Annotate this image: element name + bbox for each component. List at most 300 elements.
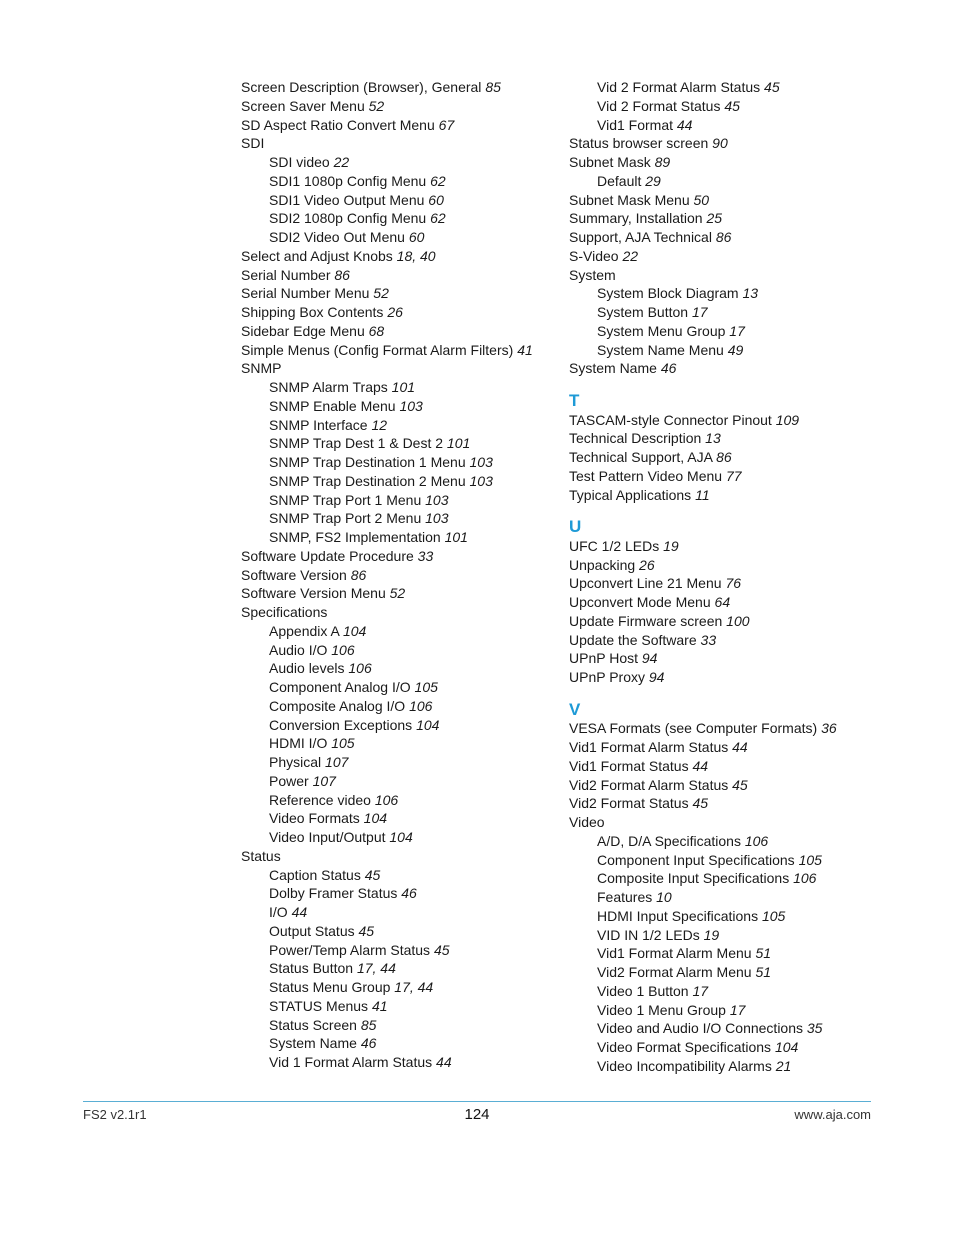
index-term: Video Format Specifications — [597, 1039, 775, 1055]
index-page-ref[interactable]: 52 — [389, 585, 406, 602]
index-subentry — [241, 791, 561, 810]
index-page-ref[interactable]: 107 — [325, 754, 349, 770]
index-term: Audio levels — [269, 660, 349, 677]
index-subentry — [241, 753, 561, 772]
index-entry — [569, 228, 899, 247]
index-page-ref[interactable]: 103 — [425, 491, 449, 508]
index-term: Output Status — [269, 922, 359, 939]
index-term: UPnP Proxy — [569, 669, 649, 685]
index-term: Physical — [269, 754, 326, 770]
index-subentry — [569, 172, 899, 191]
index-term: SD Aspect Ratio Convert Menu — [241, 116, 439, 133]
footer-website: www.aja.com — [794, 1107, 871, 1122]
index-term: UFC 1/2 LEDs — [569, 537, 664, 554]
index-term: Software Version Menu — [241, 585, 390, 602]
index-entry — [569, 448, 899, 467]
index-page-ref[interactable]: 13 — [742, 285, 759, 302]
index-page-ref[interactable]: 18, 40 — [396, 247, 436, 264]
index-letter-heading: U — [569, 517, 582, 537]
index-page-ref[interactable]: 36 — [821, 720, 837, 737]
index-entry — [569, 574, 899, 593]
index-page-ref[interactable]: 46 — [660, 360, 677, 377]
index-subentry — [569, 78, 899, 97]
index-page-ref[interactable]: 107 — [312, 772, 336, 789]
index-entry — [569, 429, 899, 448]
index-page-ref[interactable]: 101 — [444, 529, 468, 545]
index-page-ref[interactable]: 45 — [358, 922, 375, 939]
index-term: Vid2 Format Status — [569, 795, 693, 812]
index-term: Vid 1 Format Alarm Status — [269, 1054, 437, 1070]
index-page-ref[interactable]: 44 — [291, 904, 308, 920]
index-term: SDI1 1080p Config Menu — [269, 172, 431, 189]
index-page-ref[interactable]: 45 — [764, 79, 780, 95]
index-term: SNMP Trap Dest 1 & Dest 2 — [269, 435, 447, 452]
index-page-ref[interactable]: 103 — [425, 510, 449, 527]
footer-divider — [83, 1101, 871, 1102]
index-page-ref[interactable]: 45 — [692, 795, 709, 812]
index-column-left — [241, 78, 561, 1072]
index-term: Summary, Installation — [569, 210, 707, 227]
index-entry — [569, 359, 899, 378]
index-entry — [569, 649, 899, 668]
index-term: Status Menu Group — [269, 979, 395, 995]
index-subentry — [569, 907, 899, 926]
index-term: SNMP Alarm Traps — [269, 379, 392, 395]
index-page-ref[interactable]: 94 — [641, 650, 658, 667]
index-entry — [241, 847, 561, 866]
index-entry — [241, 134, 561, 153]
index-term: Features — [597, 889, 657, 905]
index-term: Specifications — [241, 604, 328, 620]
index-subentry — [241, 491, 561, 510]
index-term: Upconvert Mode Menu — [569, 594, 715, 610]
index-subentry — [241, 941, 561, 960]
index-page-ref[interactable]: 104 — [389, 829, 413, 845]
index-entry — [241, 266, 561, 285]
index-term: Status browser screen — [569, 135, 713, 152]
index-term: System Name Menu — [597, 341, 728, 358]
index-subentry — [569, 982, 899, 1001]
index-term: SDI video — [269, 154, 334, 170]
index-term: Select and Adjust Knobs — [241, 247, 397, 264]
index-page-ref[interactable]: 106 — [374, 791, 399, 808]
index-term: Sidebar Edge Menu — [241, 322, 369, 339]
index-term: SNMP Interface — [269, 416, 372, 433]
index-entry — [241, 78, 561, 97]
index-entry — [569, 467, 899, 486]
index-subentry — [241, 416, 561, 435]
index-page-ref[interactable]: 109 — [775, 411, 800, 428]
index-term: Video 1 Button — [597, 982, 693, 999]
index-page-ref[interactable]: 33 — [417, 547, 434, 564]
index-subentry — [241, 716, 561, 735]
index-term: Unpacking — [569, 556, 640, 573]
index-term: Update Firmware screen — [569, 612, 727, 629]
index-subentry — [241, 191, 561, 210]
index-column-right — [569, 78, 899, 1076]
index-term: HDMI I/O — [269, 735, 332, 752]
index-page-ref[interactable]: 45 — [732, 776, 748, 793]
index-letter-heading: T — [569, 391, 580, 410]
index-page-ref[interactable]: 60 — [408, 229, 425, 245]
index-term: SDI — [241, 135, 265, 152]
index-page-ref[interactable]: 89 — [654, 154, 671, 170]
index-entry — [569, 191, 899, 210]
index-term: Audio I/O — [269, 641, 332, 658]
index-term: System Button — [597, 304, 692, 320]
index-page-ref[interactable]: 44 — [436, 1054, 452, 1070]
index-term: System Block Diagram — [597, 285, 743, 302]
index-page-ref[interactable]: 45 — [364, 866, 381, 883]
index-term: SNMP, FS2 Implementation — [269, 529, 445, 545]
index-term: SDI2 Video Out Menu — [269, 229, 409, 245]
index-page-ref[interactable]: 105 — [798, 851, 822, 868]
index-subentry — [569, 97, 899, 116]
index-page-ref[interactable]: 33 — [700, 631, 717, 648]
index-page-ref[interactable]: 17 — [692, 982, 709, 999]
index-page-ref[interactable]: 105 — [414, 679, 438, 695]
index-subentry — [241, 472, 561, 491]
index-subentry — [241, 903, 561, 922]
index-term: Status Button — [269, 960, 357, 977]
index-entry — [241, 97, 561, 116]
index-subentry — [241, 153, 561, 172]
index-page-ref[interactable]: 101 — [391, 379, 416, 395]
index-entry — [569, 593, 899, 612]
index-page-ref[interactable]: 85 — [485, 79, 501, 95]
index-page-ref[interactable]: 44 — [732, 739, 748, 755]
index-term: SNMP Trap Port 2 Menu — [269, 510, 426, 527]
index-page-ref[interactable]: 51 — [755, 945, 772, 962]
index-term: System — [569, 266, 616, 283]
index-term: Screen Description (Browser), General — [241, 79, 486, 95]
index-term: Technical Description — [569, 430, 706, 447]
index-page-ref[interactable]: 22 — [622, 247, 639, 264]
index-term: Video Input/Output — [269, 829, 390, 845]
index-page-ref[interactable]: 104 — [363, 810, 388, 827]
index-subentry — [241, 453, 561, 472]
index-page-ref[interactable]: 76 — [725, 575, 742, 592]
index-subentry — [569, 341, 899, 360]
index-page-ref[interactable]: 103 — [469, 472, 493, 489]
index-term: STATUS Menus — [269, 997, 372, 1014]
index-page-ref[interactable]: 51 — [755, 964, 772, 980]
index-subentry — [241, 1034, 561, 1053]
index-subentry — [241, 209, 561, 228]
index-page-ref[interactable]: 26 — [639, 556, 655, 573]
index-term: SNMP — [241, 360, 282, 377]
index-page-ref[interactable]: 104 — [416, 716, 440, 733]
index-page-ref[interactable]: 90 — [712, 135, 728, 152]
index-term: Power/Temp Alarm Status — [269, 941, 434, 958]
index-term: SNMP Trap Destination 2 Menu — [269, 472, 470, 489]
index-page-ref[interactable]: 67 — [438, 116, 455, 133]
page-number: 124 — [464, 1106, 490, 1123]
index-page-ref[interactable]: 46 — [360, 1035, 377, 1052]
index-subentry — [241, 434, 561, 453]
index-term: SNMP Trap Destination 1 Menu — [269, 454, 470, 470]
index-term: HDMI Input Specifications — [597, 907, 762, 924]
index-term: Component Analog I/O — [269, 679, 415, 695]
index-page-ref[interactable]: 106 — [331, 641, 355, 658]
index-page-ref[interactable]: 25 — [706, 210, 723, 227]
index-entry — [241, 116, 561, 135]
index-subentry — [241, 884, 561, 903]
index-page-ref[interactable]: 103 — [469, 454, 493, 470]
index-subentry — [569, 926, 899, 945]
index-term: Shipping Box Contents — [241, 304, 388, 320]
index-page-ref[interactable]: 94 — [648, 669, 665, 685]
index-subentry — [241, 172, 561, 191]
index-term: Simple Menus (Config Format Alarm Filters) — [241, 341, 518, 358]
index-page-ref[interactable]: 101 — [446, 435, 471, 452]
index-term: Vid1 Format Status — [569, 757, 693, 774]
index-term: Serial Number Menu — [241, 285, 374, 302]
index-subentry — [569, 284, 899, 303]
index-subentry — [569, 116, 899, 135]
index-entry — [241, 566, 561, 585]
index-page-ref[interactable]: 17 — [691, 304, 708, 320]
index-page-ref[interactable]: 19 — [663, 537, 679, 554]
footer-version: FS2 v2.1r1 — [83, 1107, 147, 1122]
index-subentry — [569, 832, 899, 851]
index-page-ref[interactable]: 13 — [705, 430, 721, 447]
index-subentry — [241, 397, 561, 416]
index-term: S-Video — [569, 247, 623, 264]
index-subentry — [241, 959, 561, 978]
index-term: Technical Support, AJA — [569, 449, 717, 465]
index-entry — [241, 603, 561, 622]
index-subentry — [569, 963, 899, 982]
index-page-ref[interactable]: 52 — [368, 97, 385, 114]
index-page-ref[interactable]: 17 — [729, 322, 745, 339]
index-term: Support, AJA Technical — [569, 229, 716, 245]
index-subentry — [241, 622, 561, 641]
index-term: Video Formats — [269, 810, 364, 827]
index-term: Default — [597, 172, 646, 189]
index-page-ref[interactable]: 19 — [703, 926, 720, 943]
index-subentry — [241, 659, 561, 678]
index-page-ref[interactable]: 104 — [774, 1039, 799, 1055]
index-term: I/O — [269, 904, 292, 920]
index-page-ref[interactable]: 44 — [692, 757, 709, 774]
index-subentry — [241, 641, 561, 660]
index-page-ref[interactable]: 85 — [360, 1016, 377, 1033]
index-entry — [241, 359, 561, 378]
index-term: Upconvert Line 21 Menu — [569, 575, 726, 592]
index-subentry — [241, 866, 561, 885]
index-subentry — [241, 378, 561, 397]
index-page-ref[interactable]: 106 — [793, 870, 817, 887]
index-term: Software Version — [241, 566, 351, 583]
index-entry — [569, 719, 899, 738]
index-term: Reference video — [269, 791, 375, 808]
index-term: Caption Status — [269, 866, 365, 883]
index-entry — [241, 284, 561, 303]
index-page-ref[interactable]: 86 — [716, 449, 732, 465]
index-page-ref[interactable]: 44 — [676, 116, 693, 133]
index-page-ref[interactable]: 46 — [401, 885, 417, 902]
index-term: Vid 2 Format Status — [597, 97, 725, 114]
index-term: A/D, D/A Specifications — [597, 832, 745, 849]
index-entry — [569, 153, 899, 172]
index-page-ref[interactable]: 86 — [350, 566, 367, 583]
index-subentry — [569, 303, 899, 322]
index-entry — [241, 584, 561, 603]
index-subentry — [241, 828, 561, 847]
index-page-ref[interactable]: 52 — [373, 285, 389, 302]
index-term: UPnP Host — [569, 650, 642, 667]
index-term: Vid2 Format Alarm Menu — [597, 964, 756, 980]
index-page-ref[interactable]: 64 — [714, 594, 731, 610]
index-term: Typical Applications — [569, 486, 696, 503]
index-term: Status Screen — [269, 1016, 361, 1033]
index-page-ref[interactable]: 62 — [430, 172, 446, 189]
index-term: Vid1 Format — [597, 116, 677, 133]
index-page-ref[interactable]: 10 — [656, 889, 672, 905]
index-page-ref[interactable]: 35 — [806, 1020, 823, 1037]
index-term: Vid1 Format Alarm Menu — [597, 945, 756, 962]
index-term: Screen Saver Menu — [241, 97, 369, 114]
index-term: VESA Formats (see Computer Formats) — [569, 720, 822, 737]
index-subentry — [241, 678, 561, 697]
index-page-ref[interactable]: 17, 44 — [356, 960, 396, 977]
index-term: System Menu Group — [597, 322, 730, 339]
index-page-ref[interactable]: 106 — [744, 832, 769, 849]
index-entry — [569, 556, 899, 575]
index-subentry — [569, 888, 899, 907]
index-entry — [569, 612, 899, 631]
index-term: Dolby Framer Status — [269, 885, 402, 902]
index-page-ref[interactable]: 104 — [342, 622, 367, 639]
index-page-ref[interactable]: 49 — [727, 341, 744, 358]
index-term: Serial Number — [241, 266, 335, 283]
index-entry — [569, 794, 899, 813]
index-subentry — [241, 809, 561, 828]
index-page-ref[interactable]: 106 — [348, 660, 372, 677]
index-term: Subnet Mask — [569, 154, 655, 170]
index-term: VID IN 1/2 LEDs — [597, 926, 704, 943]
index-page-ref[interactable]: 12 — [371, 416, 388, 433]
index-term: Subnet Mask Menu — [569, 191, 694, 208]
index-page-ref[interactable]: 45 — [433, 941, 450, 958]
index-page-ref[interactable]: 105 — [761, 907, 786, 924]
index-term: Video 1 Menu Group — [597, 1001, 730, 1018]
index-page-ref[interactable]: 21 — [775, 1057, 792, 1074]
index-page-ref[interactable]: 86 — [715, 229, 732, 245]
index-page-ref[interactable]: 106 — [409, 697, 433, 714]
index-entry — [569, 668, 899, 687]
index-term: Power — [269, 772, 313, 789]
index-entry — [569, 411, 899, 430]
index-subentry — [569, 1057, 899, 1076]
index-subentry — [241, 922, 561, 941]
index-term: Test Pattern Video Menu — [569, 467, 726, 484]
index-page-ref[interactable]: 26 — [387, 304, 403, 320]
index-term: Vid2 Format Alarm Status — [569, 776, 733, 793]
index-page-ref[interactable]: 86 — [334, 266, 350, 283]
index-subentry — [241, 697, 561, 716]
index-subentry — [241, 228, 561, 247]
index-page-ref[interactable]: 60 — [428, 191, 444, 208]
index-page-ref[interactable]: 17 — [729, 1001, 746, 1018]
index-term: Video and Audio I/O Connections — [597, 1020, 807, 1037]
index-subentry — [241, 978, 561, 997]
index-term: Update the Software — [569, 631, 701, 648]
index-subentry — [569, 851, 899, 870]
index-page-ref[interactable]: 105 — [331, 735, 355, 752]
index-page-ref[interactable]: 100 — [726, 612, 750, 629]
index-page-ref[interactable]: 62 — [430, 210, 446, 227]
index-entry — [241, 322, 561, 341]
index-subentry — [241, 509, 561, 528]
index-entry — [569, 813, 899, 832]
index-term: Video — [569, 814, 605, 830]
index-entry — [569, 776, 899, 795]
index-subentry — [569, 322, 899, 341]
index-term: System Name — [269, 1035, 361, 1052]
index-subentry — [241, 1053, 561, 1072]
index-page-ref[interactable]: 45 — [724, 97, 740, 114]
index-term: Video Incompatibility Alarms — [597, 1057, 776, 1074]
index-entry — [569, 134, 899, 153]
index-entry — [569, 537, 899, 556]
index-page-ref[interactable]: 17, 44 — [394, 979, 434, 995]
index-page-ref[interactable]: 29 — [645, 172, 661, 189]
index-page-ref[interactable]: 77 — [725, 467, 742, 484]
index-term: Software Update Procedure — [241, 547, 418, 564]
index-subentry — [241, 734, 561, 753]
index-page-ref[interactable]: 22 — [333, 154, 350, 170]
index-term: TASCAM-style Connector Pinout — [569, 411, 776, 428]
index-entry — [569, 738, 899, 757]
index-entry — [569, 209, 899, 228]
index-entry — [569, 757, 899, 776]
index-page-ref[interactable]: 50 — [693, 191, 710, 208]
index-page-ref[interactable]: 41 — [517, 341, 533, 358]
index-entry — [241, 303, 561, 322]
index-entry — [569, 631, 899, 650]
index-term: SNMP Trap Port 1 Menu — [269, 491, 426, 508]
index-page-ref[interactable]: 41 — [371, 997, 388, 1014]
index-subentry — [569, 1019, 899, 1038]
index-term: SDI1 Video Output Menu — [269, 191, 429, 208]
index-subentry — [569, 869, 899, 888]
index-subentry — [241, 1016, 561, 1035]
index-entry — [569, 247, 899, 266]
index-term: System Name — [569, 360, 661, 377]
index-page-ref[interactable]: 68 — [368, 322, 385, 339]
index-subentry — [241, 772, 561, 791]
index-term: Component Input Specifications — [597, 851, 799, 868]
index-term: Vid1 Format Alarm Status — [569, 739, 733, 755]
index-page-ref[interactable]: 103 — [399, 397, 423, 414]
index-term: Composite Analog I/O — [269, 697, 410, 714]
index-term: Appendix A — [269, 622, 343, 639]
index-term: Vid 2 Format Alarm Status — [597, 79, 765, 95]
index-subentry — [569, 944, 899, 963]
index-subentry — [241, 997, 561, 1016]
index-term: Status — [241, 847, 281, 864]
index-term: SDI2 1080p Config Menu — [269, 210, 431, 227]
index-entry — [241, 247, 561, 266]
index-subentry — [241, 528, 561, 547]
index-term: Composite Input Specifications — [597, 870, 794, 887]
index-subentry — [569, 1001, 899, 1020]
index-entry — [241, 547, 561, 566]
index-page-ref[interactable]: 11 — [695, 486, 710, 503]
index-letter-heading: V — [569, 699, 581, 719]
